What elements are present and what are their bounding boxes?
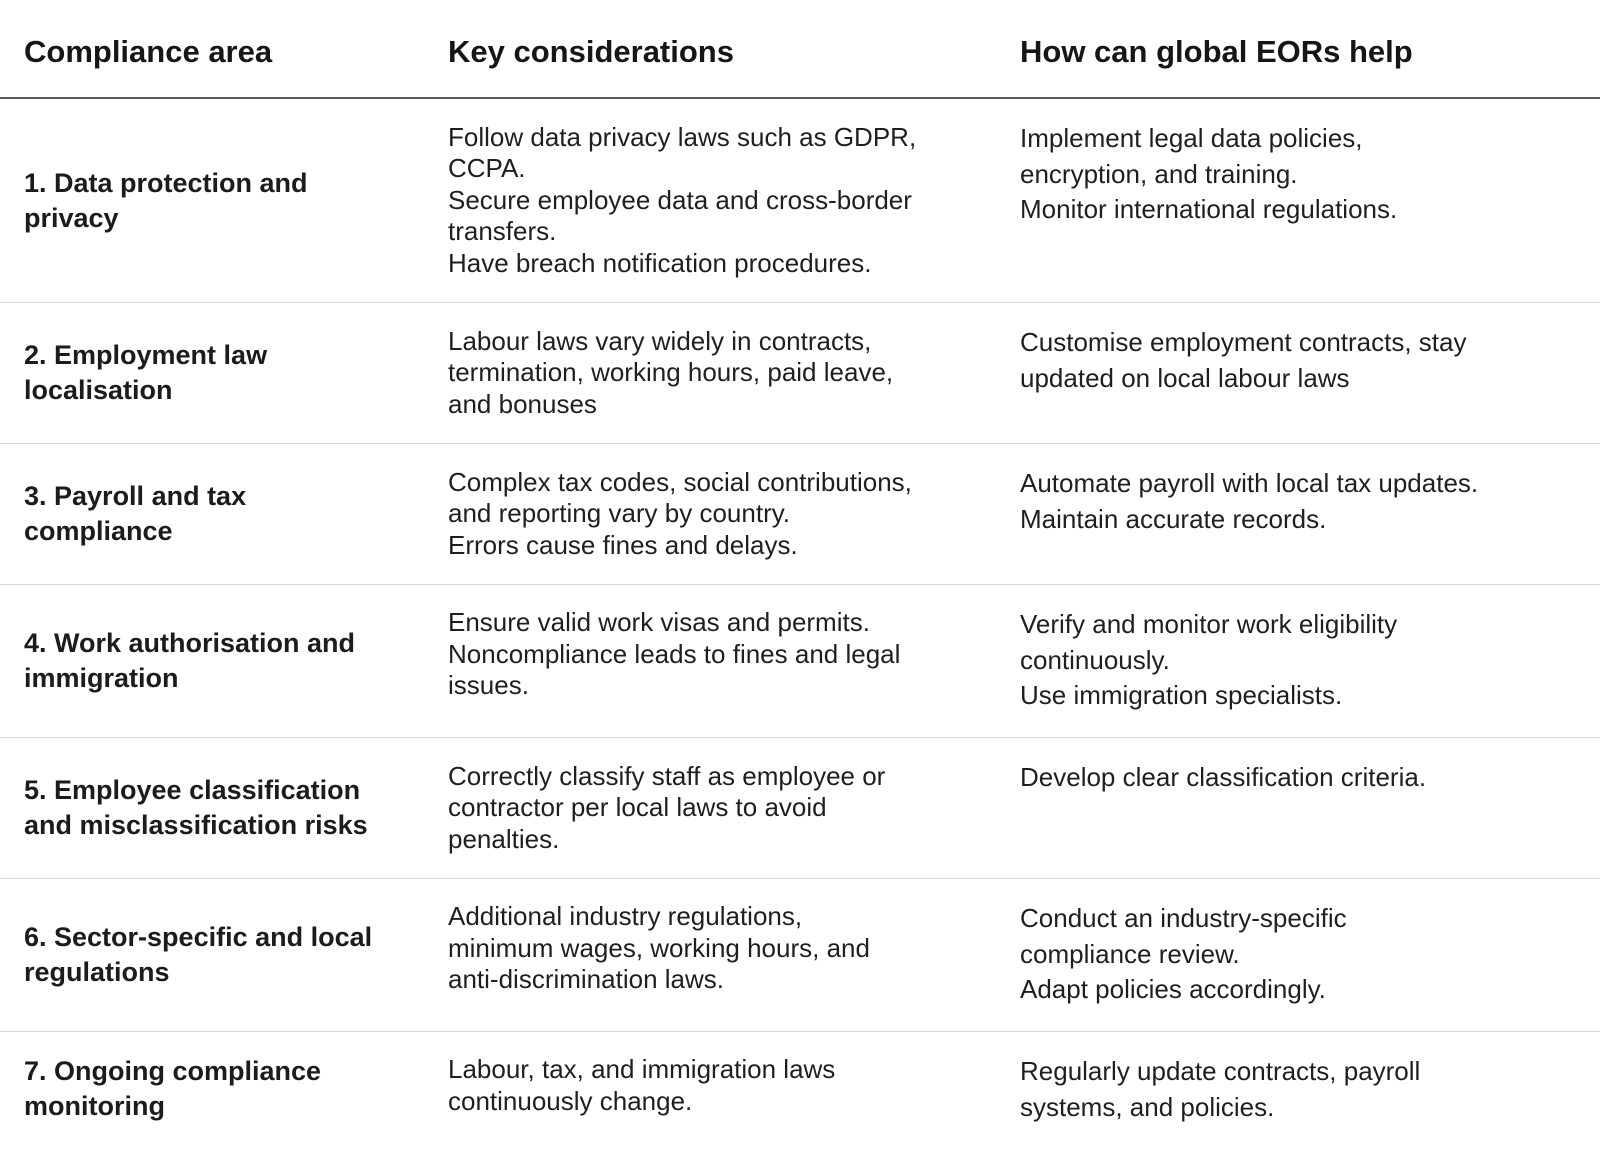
header-compliance-area: Compliance area <box>24 34 273 69</box>
cell-line: Develop clear classification criteria. <box>1020 762 1427 792</box>
compliance-area-cell <box>0 585 448 737</box>
cell-line: Monitor international regulations. <box>1020 194 1398 224</box>
eor-help-cell <box>1020 585 1600 737</box>
key-considerations-cell <box>448 1032 1020 1172</box>
eor-help-cell <box>1020 303 1600 443</box>
eor-help-cell <box>1020 738 1600 878</box>
cell-line: Follow data privacy laws such as GDPR, <box>448 121 917 152</box>
table-row <box>0 879 1600 1032</box>
cell-line: Have breach notification procedures. <box>448 247 872 278</box>
key-considerations-cell <box>448 303 1020 443</box>
cell-line: Adapt policies accordingly. <box>1020 974 1326 1004</box>
table-row <box>0 585 1600 738</box>
cell-line: Secure employee data and cross-border <box>448 184 912 215</box>
compliance-area-cell <box>0 444 448 584</box>
cell-line: transfers. <box>448 216 557 247</box>
cell-line: continuously. <box>1020 644 1170 675</box>
cell-line: updated on local labour laws <box>1020 362 1350 393</box>
cell-line: Use immigration specialists. <box>1020 680 1343 710</box>
compliance-area-cell <box>0 738 448 878</box>
key-considerations-cell <box>448 738 1020 878</box>
cell-line: 2. Employment law <box>24 340 268 370</box>
cell-line: privacy <box>24 202 119 233</box>
cell-line: Conduct an industry-specific <box>1020 903 1347 933</box>
cell-line: penalties. <box>448 823 560 854</box>
cell-line: compliance <box>24 516 173 546</box>
table-row <box>0 99 1600 303</box>
cell-line: and misclassification risks <box>24 810 368 840</box>
eor-help-cell <box>1020 444 1600 584</box>
cell-line: 1. Data protection and <box>24 167 308 198</box>
compliance-area-cell <box>0 303 448 443</box>
key-considerations-cell <box>448 444 1020 584</box>
cell-line: Errors cause fines and delays. <box>448 529 798 560</box>
cell-line: minimum wages, working hours, and <box>448 932 870 963</box>
cell-line: compliance review. <box>1020 938 1240 969</box>
cell-line: Verify and monitor work eligibility <box>1020 609 1398 639</box>
table-row <box>0 444 1600 585</box>
cell-line: Implement legal data policies, <box>1020 123 1363 153</box>
cell-line: Noncompliance leads to fines and legal <box>448 638 901 669</box>
eor-help-cell <box>1020 99 1600 302</box>
cell-line: Automate payroll with local tax updates. <box>1020 468 1479 498</box>
cell-line: termination, working hours, paid leave, <box>448 357 894 388</box>
cell-line: 3. Payroll and tax <box>24 481 247 511</box>
cell-line: regulations <box>24 957 170 987</box>
cell-line: contractor per local laws to avoid <box>448 792 827 823</box>
cell-line: Additional industry regulations, <box>448 901 803 931</box>
cell-line: systems, and policies. <box>1020 1091 1275 1122</box>
header-key-considerations: Key considerations <box>448 34 734 69</box>
cell-line: 5. Employee classification <box>24 775 361 805</box>
cell-line: Ensure valid work visas and permits. <box>448 607 870 637</box>
table-row <box>0 303 1600 444</box>
cell-line: anti-discrimination laws. <box>448 964 724 994</box>
cell-line: immigration <box>24 663 179 693</box>
cell-line: and reporting vary by country. <box>448 498 791 529</box>
eor-help-cell <box>1020 1032 1600 1172</box>
cell-line: Labour, tax, and immigration laws <box>448 1054 836 1084</box>
cell-line: 7. Ongoing compliance <box>24 1056 322 1086</box>
key-considerations-cell <box>448 585 1020 737</box>
cell-line: monitoring <box>24 1091 165 1121</box>
compliance-area-cell <box>0 1032 448 1172</box>
cell-line: Correctly classify staff as employee or <box>448 760 886 791</box>
cell-line: CCPA. <box>448 153 526 184</box>
compliance-area-cell <box>0 99 448 302</box>
cell-line: 4. Work authorisation and <box>24 628 356 658</box>
cell-line: Complex tax codes, social contributions, <box>448 466 912 497</box>
cell-line: encryption, and training. <box>1020 158 1298 189</box>
key-considerations-cell <box>448 99 1020 302</box>
table-row <box>0 738 1600 879</box>
cell-line: Customise employment contracts, stay <box>1020 327 1467 357</box>
header-eor-help: How can global EORs help <box>1020 34 1413 69</box>
cell-line: localisation <box>24 375 173 405</box>
eor-help-cell <box>1020 879 1600 1031</box>
cell-line: Maintain accurate records. <box>1020 503 1327 534</box>
table-row <box>0 1032 1600 1172</box>
cell-line: 6. Sector-specific and local <box>24 922 373 952</box>
compliance-area-cell <box>0 879 448 1031</box>
key-considerations-cell <box>448 879 1020 1031</box>
cell-line: Regularly update contracts, payroll <box>1020 1056 1421 1086</box>
cell-line: issues. <box>448 670 529 700</box>
cell-line: continuously change. <box>448 1085 693 1116</box>
table-header <box>0 0 1600 99</box>
cell-line: and bonuses <box>448 388 597 419</box>
cell-line: Labour laws vary widely in contracts, <box>448 325 872 356</box>
